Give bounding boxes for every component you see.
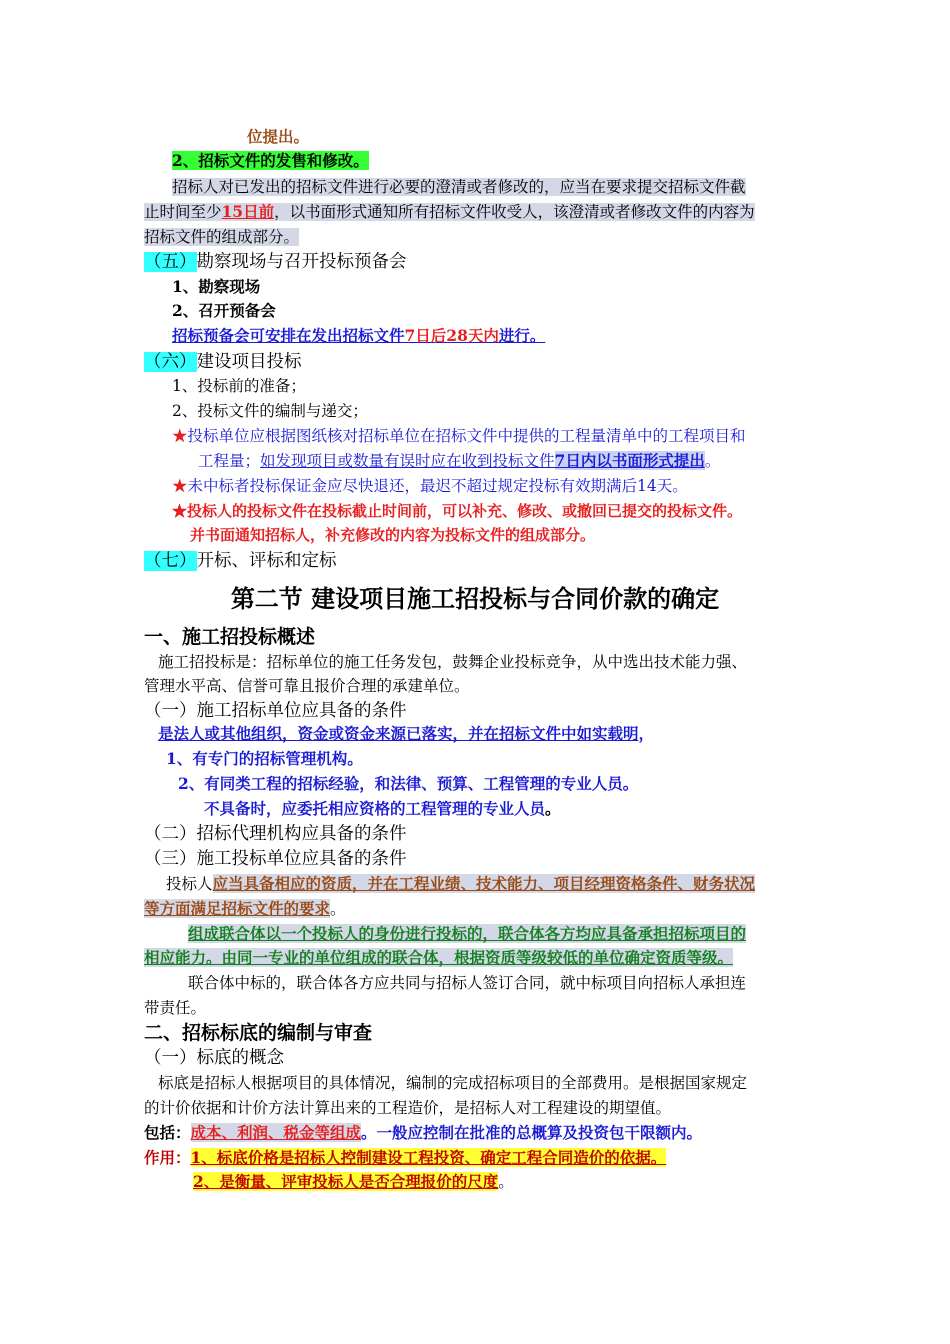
- list-item: [166, 748, 363, 770]
- paragraph-line: [172, 500, 742, 522]
- text: 。: [498, 1173, 514, 1191]
- text: 招标人对已发出的招标文件进行必要的澄清或者修改的，应当在要求提交招标文件截: [172, 178, 746, 196]
- emphasis-text: 7日内以书面形式提出: [554, 451, 705, 470]
- paragraph-line: [172, 325, 545, 347]
- text: 二、招标标底的编制与审查: [144, 1022, 373, 1044]
- subheading: [144, 847, 407, 871]
- paragraph-line: [144, 1147, 666, 1169]
- text: 如发现项目或数量有误时应在收到投标文件: [260, 452, 555, 470]
- subheading: [144, 1046, 284, 1070]
- list-item: [172, 300, 276, 322]
- label: 包括：: [144, 1123, 191, 1142]
- paragraph-line: [204, 798, 561, 820]
- text: 1、勘察现场: [172, 277, 261, 296]
- text: 2、招标文件的发售和修改。: [172, 151, 369, 170]
- text: 不具备时，应委托相应资格的工程管理的专业人员: [204, 799, 546, 818]
- text: 位提出。: [247, 127, 310, 146]
- emphasis-text: 15日前: [221, 202, 275, 221]
- section-title: 开标、评标和定标: [196, 551, 337, 571]
- text: 组成联合体以一个投标人的身份进行投标的，联合体各方均应具备承担招标项目的: [188, 924, 747, 943]
- heading: [144, 1020, 372, 1046]
- text: 管理水平高、信誉可靠且报价合理的承建单位。: [144, 677, 470, 695]
- paragraph-line: [166, 873, 755, 895]
- paragraph-line: [144, 226, 299, 248]
- text: 止时间至少: [144, 203, 222, 221]
- emphasis-text: 7日后28天内: [404, 326, 499, 345]
- text: 相应能力。由同一专业的单位组成的联合体，根据资质等级较低的单位确定资质等级。: [144, 948, 734, 967]
- list-item: [172, 276, 260, 298]
- text: 投标人: [166, 875, 213, 893]
- emphasis-text: 2、是衡量、评审投标人是否合理报价的尺度: [193, 1172, 499, 1191]
- text: 1、投标前的准备；: [172, 377, 306, 395]
- paragraph-line: [144, 201, 755, 223]
- list-item: [178, 773, 638, 795]
- text: 投标单位应根据图纸核对招标单位在招标文件中提供的工程量清单中的工程项目和: [187, 427, 746, 445]
- emphasis-text: 1、标底价格是招标人控制建设工程投资、确定工程合同造价的依据。: [190, 1148, 667, 1167]
- emphasis-text: 等方面满足招标文件的要求: [144, 899, 331, 918]
- text: 。: [704, 452, 721, 470]
- subheading: [144, 822, 407, 846]
- text: 第二节 建设项目施工招投标与合同价款的确定: [230, 584, 720, 613]
- text: （三）施工投标单位应具备的条件: [144, 849, 407, 869]
- section-number: （六）: [144, 352, 197, 372]
- section-heading: [144, 250, 407, 274]
- list-item: [172, 375, 306, 397]
- list-item: [172, 400, 368, 422]
- paragraph-line: [144, 675, 470, 697]
- text: 是法人或其他组织，资金或资金来源已落实，并在招标文件中如实载明: [158, 724, 639, 743]
- star-icon: ★: [172, 477, 188, 495]
- text: （一）标底的概念: [144, 1048, 284, 1068]
- paragraph-line: [144, 997, 206, 1019]
- text: 一、施工招投标概述: [144, 626, 316, 648]
- text: 联合体中标的，联合体各方应共同与招标人签订合同，就中标项目向招标人承担连: [188, 974, 747, 992]
- text: 2、有同类工程的招标经验，和法律、预算、工程管理的专业人员。: [178, 774, 639, 793]
- section-heading: [144, 549, 337, 573]
- text: 2、召开预备会: [172, 301, 276, 320]
- paragraph-line: [144, 1097, 671, 1119]
- text: 未中标者投标保证金应尽快退还，最迟不超过规定投标有效期满后14天。: [187, 477, 688, 495]
- paragraph-line: [188, 972, 746, 994]
- text: 并书面通知招标人，补充修改的内容为投标文件的组成部分。: [190, 526, 596, 544]
- text: （一）施工招标单位应具备的条件: [144, 701, 407, 721]
- subheading: [172, 150, 369, 172]
- text: 。: [545, 799, 561, 818]
- label: 作用：: [144, 1148, 191, 1167]
- text: 的计价依据和计价方法计算出来的工程造价，是招标人对工程建设的期望值。: [144, 1099, 672, 1117]
- paragraph-line: [158, 1072, 747, 1094]
- paragraph-line: [158, 723, 654, 745]
- emphasis-text: 应当具备相应的资质，并在工程业绩、技术能力、项目经理资格条件、财务状况: [212, 874, 756, 893]
- paragraph-line: [172, 176, 746, 198]
- text-line: [247, 126, 309, 148]
- paragraph-line: [172, 475, 688, 497]
- star-icon: ★: [172, 427, 188, 445]
- text: ，: [638, 724, 655, 743]
- paragraph-line: [158, 651, 747, 673]
- paragraph-line: [144, 898, 346, 920]
- text: （二）招标代理机构应具备的条件: [144, 824, 407, 844]
- text: 带责任。: [144, 999, 207, 1017]
- text: 标底是招标人根据项目的具体情况，编制的完成招标项目的全部费用。是根据国家规定: [158, 1074, 748, 1092]
- text: 进行。: [498, 326, 546, 345]
- chapter-title: [0, 584, 950, 614]
- text: 施工招投标是：招标单位的施工任务发包，鼓舞企业投标竞争，从中选出技术能力强、: [158, 653, 748, 671]
- section-heading: [144, 350, 302, 374]
- text: 工程量；: [198, 452, 261, 470]
- text: 2、投标文件的编制与递交；: [172, 402, 368, 420]
- section-title: 勘察现场与召开投标预备会: [196, 252, 407, 272]
- paragraph-line: [144, 947, 733, 969]
- paragraph-line: [193, 1171, 514, 1193]
- section-title: 建设项目投标: [196, 352, 302, 372]
- section-number: （七）: [144, 551, 197, 571]
- text: ，以书面形式通知所有招标文件收受人，该澄清或者修改文件的内容为: [274, 203, 755, 221]
- emphasis-text: 成本、利润、税金等组成: [190, 1123, 362, 1142]
- heading: [144, 624, 315, 650]
- subheading: [144, 699, 407, 723]
- text: 招标文件的组成部分。: [144, 228, 300, 246]
- text: 。一般应控制在批准的总概算及投资包干限额内。: [361, 1123, 703, 1142]
- section-number: （五）: [144, 252, 197, 272]
- text: 。: [330, 900, 346, 918]
- text: 招标预备会可安排在发出招标文件: [172, 326, 405, 345]
- paragraph-line: [190, 524, 595, 546]
- text: 1、有专门的招标管理机构。: [166, 749, 363, 768]
- paragraph-line: [144, 1122, 702, 1144]
- paragraph-line: [172, 425, 746, 447]
- paragraph-line: [188, 923, 746, 945]
- text: ★投标人的投标文件在投标截止时间前，可以补充、修改、或撤回已提交的投标文件。: [172, 502, 743, 520]
- paragraph-line: [198, 450, 720, 472]
